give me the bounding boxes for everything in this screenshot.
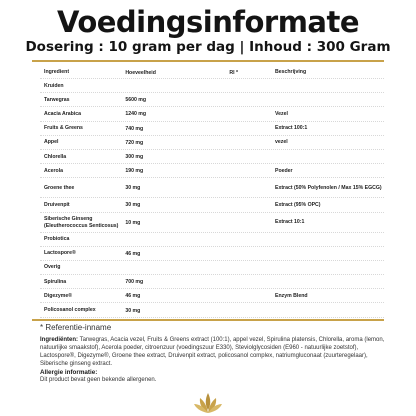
ingredient-cell: Fruits & Greens (44, 125, 83, 132)
ingredient-cell: Overig (44, 264, 61, 271)
ingredient-cell: Druivenpit (44, 201, 70, 208)
amount-cell: 1240 mg (125, 111, 147, 118)
table-row (44, 122, 384, 136)
ingredient-cell: Chlorella (44, 153, 67, 160)
amount-cell: 720 mg (125, 139, 144, 146)
table-row (44, 150, 384, 164)
amount-cell: 30 mg (125, 307, 141, 314)
amount-cell: 46 mg (125, 250, 141, 257)
bottom-divider (32, 319, 384, 321)
amount-cell: 10 mg (125, 219, 141, 226)
table-row (44, 93, 384, 107)
amount-cell: 5600 mg (125, 97, 147, 104)
top-divider (32, 60, 384, 62)
description-cell: vezel (274, 139, 288, 146)
header-ingredient: Ingredient (44, 69, 70, 75)
amount-cell: 740 mg (125, 125, 144, 132)
table-row (44, 79, 384, 93)
allergy-text: Dit product bevat geen bekende allergenen. (40, 377, 157, 383)
table-row (44, 164, 384, 178)
amount-cell: 300 mg (125, 154, 144, 161)
table-row (44, 178, 384, 198)
description-cell: Extract 10:1 (274, 219, 305, 225)
table-row (44, 303, 384, 317)
description-cell: Extract (95% OPC) (274, 201, 321, 208)
ingredient-cell: Acerola (44, 167, 64, 174)
table-row (44, 275, 384, 289)
leaf-logo-icon (193, 392, 223, 414)
ingredients-label: Ingrediënten: (40, 337, 79, 343)
header-ri: RI * (229, 69, 239, 76)
amount-cell: 30 mg (125, 202, 141, 209)
ingredient-cell: Probiotica (44, 236, 70, 243)
ingredient-cell: Kruiden (44, 82, 64, 89)
table-body (44, 79, 384, 318)
ingredient-cell: Appel (44, 139, 59, 146)
table-row (44, 289, 384, 303)
footnote: * Referentie-inname (40, 323, 112, 332)
amount-cell: 46 mg (125, 293, 141, 300)
header-amount: Hoeveelheid (125, 69, 156, 76)
header-description: Beschrijving (274, 69, 307, 75)
amount-cell: 700 mg (125, 279, 144, 286)
table-row (44, 247, 384, 261)
ingredient-cell: Digezyme® (44, 292, 73, 299)
table-row (44, 136, 384, 150)
table-row (44, 233, 384, 247)
allergy-heading: Allergie informatie: (40, 369, 98, 376)
ingredient-cell: Spirulina (44, 278, 67, 285)
description-cell: Poeder (274, 167, 293, 174)
ingredient-cell: Siberische Ginseng (Eleutherococcus Senticosus) (44, 215, 119, 229)
table-row (44, 198, 384, 212)
description-cell: Extract (50% Polyfenolen / Max 15% EGCG) (274, 184, 382, 191)
amount-cell: 30 mg (125, 185, 141, 192)
table-row (44, 107, 384, 121)
ingredient-cell: Policosanol complex (44, 307, 96, 314)
ingredient-cell: Groene thee (44, 184, 75, 191)
table-row (44, 213, 384, 233)
description-cell: Extract 100:1 (274, 125, 308, 132)
amount-cell: 190 mg (125, 168, 144, 175)
description-cell: Enzym Blend (274, 292, 308, 299)
ingredient-cell: Acacia Arabica (44, 110, 82, 117)
table-header-row (44, 66, 384, 79)
ingredients-text: Tarwegras, Acacia vezel, Fruits & Greens extract (100:1), appel vezel, Spirulina platensis, Chlorella, aroma (lemon, natuurlijke smaakstof), Acerola poeder, citroenzuur (voedingszuur E330), Steviolglycosiden (E960 - natuurlijke zoetstof), Lactospore®, Digezyme®, Groene thee extract, Druivenpit extract, policosanol complex, natriumgluconaat (zuurteregelaar), Siberische ginseng extract. (40, 337, 385, 367)
table-row (44, 261, 384, 275)
nutrition-table (44, 66, 384, 318)
dosage-subtitle: Dosering : 10 gram per dag | Inhoud : 300 Gram (25, 39, 391, 55)
page-title: Voedingsinformate (56, 5, 360, 39)
ingredient-cell: Lactospore® (44, 250, 76, 257)
description-cell: Vezel (274, 110, 288, 117)
ingredient-cell: Tarwegras (44, 96, 70, 103)
ingredients-paragraph (40, 336, 385, 368)
